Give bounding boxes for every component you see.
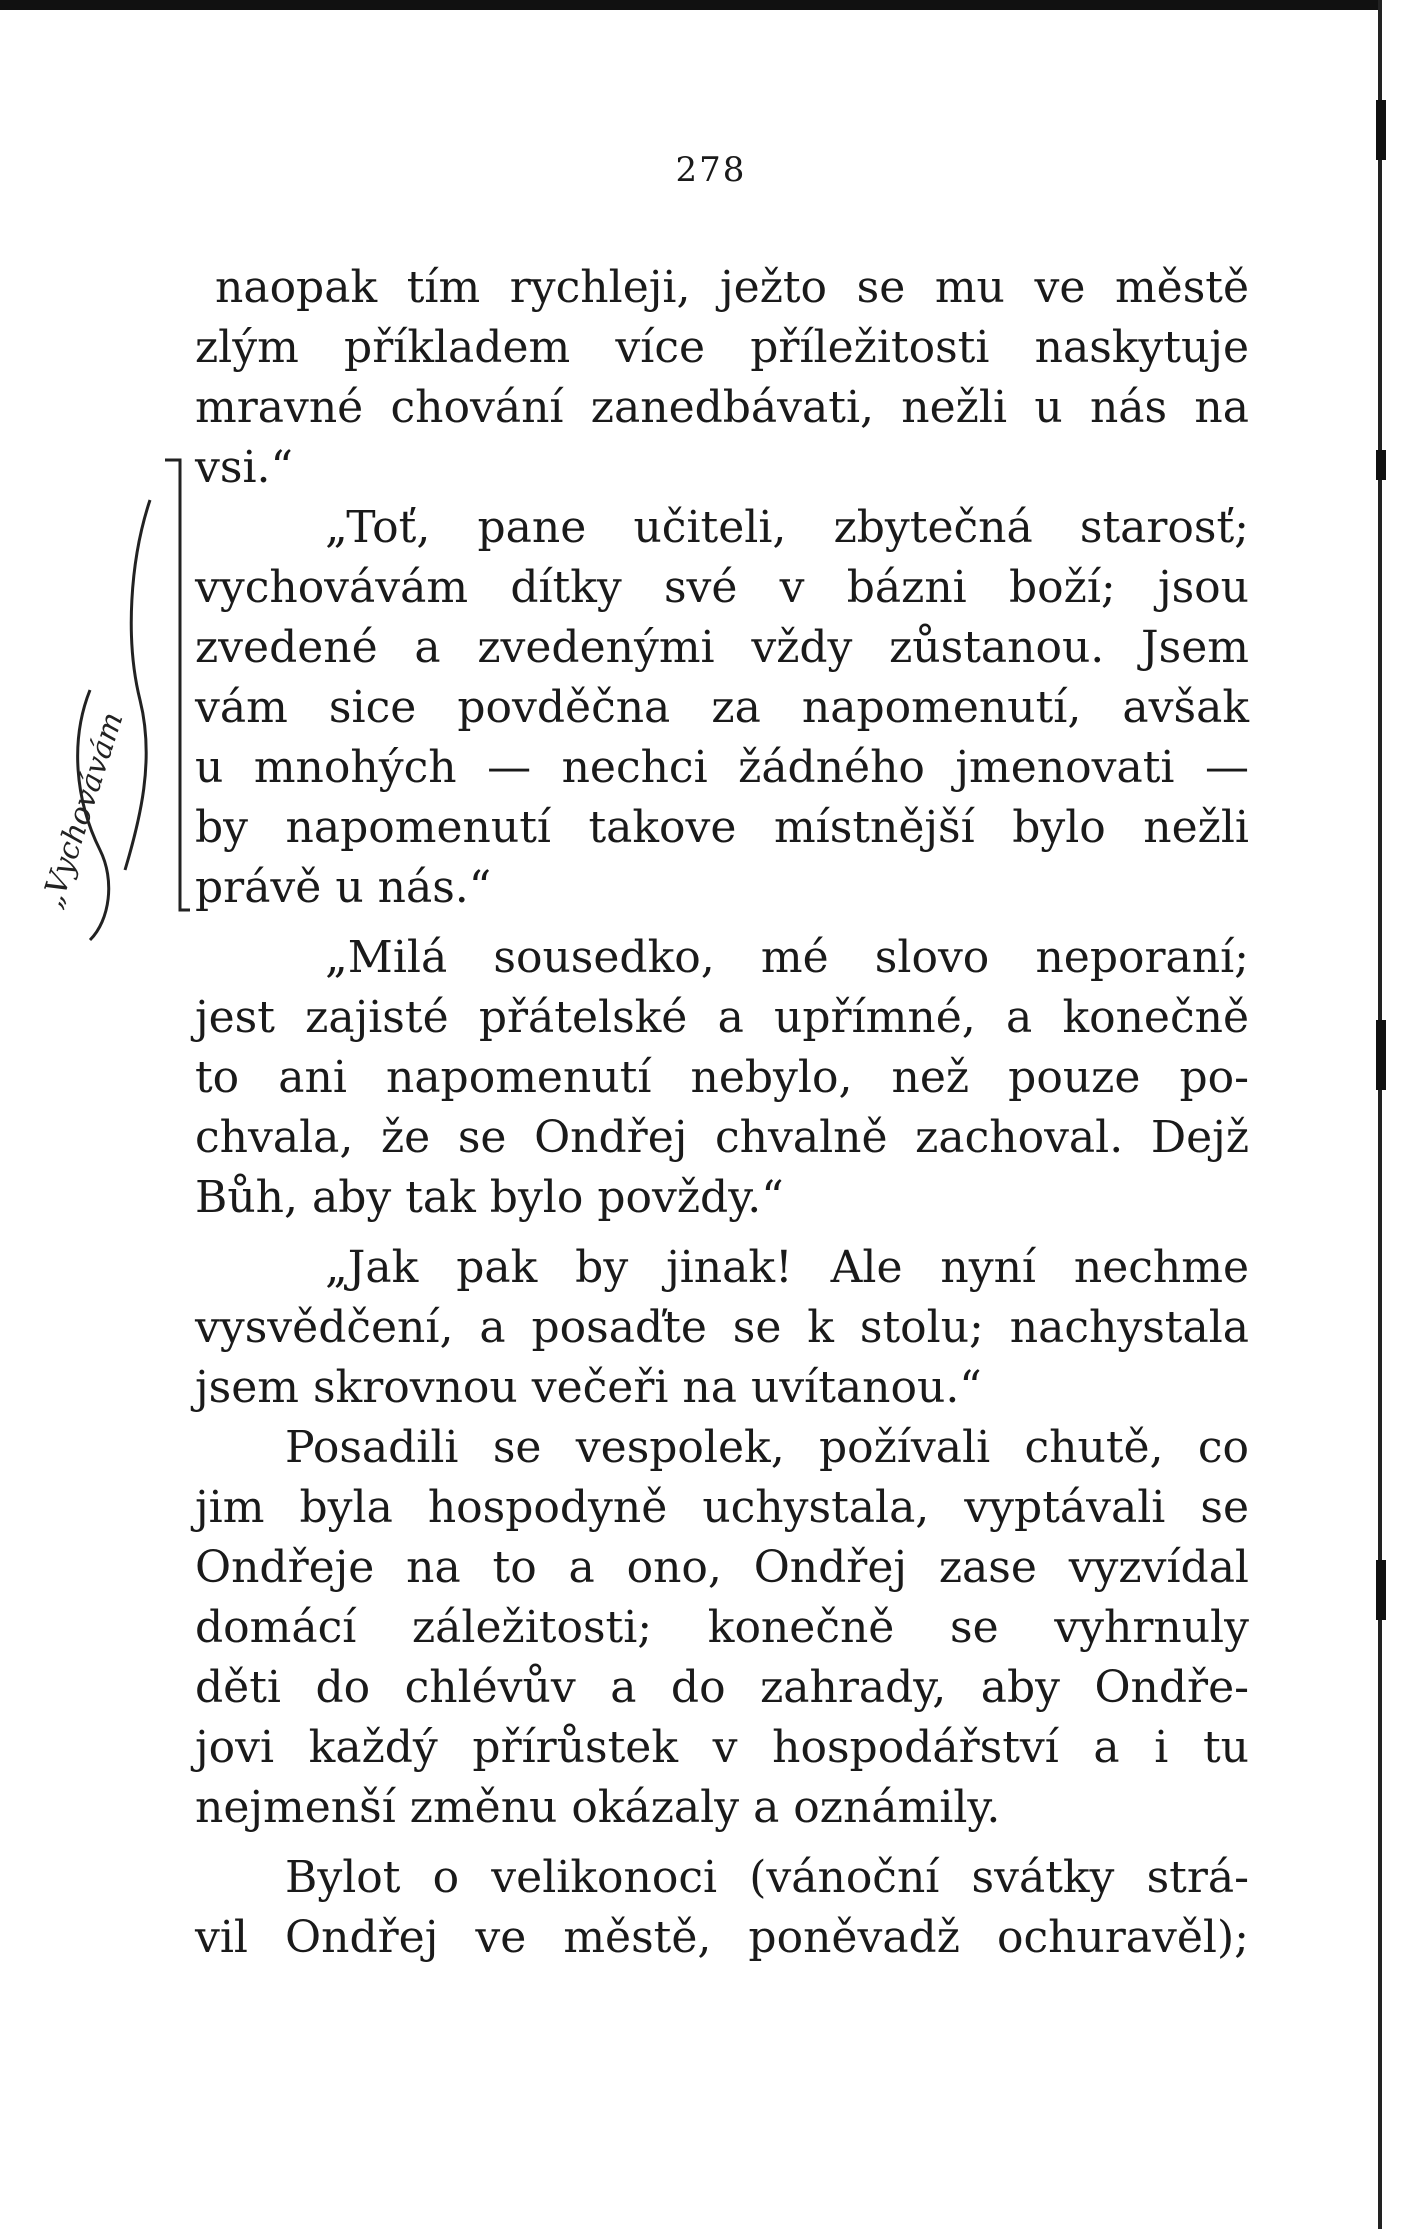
page-edge-right: [1378, 0, 1422, 2229]
text-line: u mnohých — nechci žádného jmenovati —: [195, 742, 1249, 793]
text-line: by napomenutí takove místnější bylo nežli: [195, 802, 1249, 853]
text-line: zvedené a zvedenými vždy zůstanou. Jsem: [195, 622, 1249, 673]
text-line: vysvědčení, a posaďte se k stolu; nachystala: [195, 1302, 1249, 1353]
text-line: zlým příkladem více příležitosti naskytuje: [195, 322, 1249, 373]
text-line: vám sice povděčna za napomenutí, avšak: [195, 682, 1249, 733]
text-line: jovi každý přírůstek v hospodářství a i tu: [195, 1722, 1249, 1773]
text-line: „Jak pak by jinak! Ale nyní nechme: [325, 1242, 1249, 1293]
edge-mark: [1376, 1020, 1386, 1090]
text-line: jim byla hospodyně uchystala, vyptávali se: [195, 1482, 1249, 1533]
text-line: jest zajisté přátelské a upřímné, a konečně: [195, 992, 1249, 1043]
text-line: děti do chlévův a do zahrady, aby Ondře-: [195, 1662, 1249, 1713]
text-line: nejmenší změnu okázaly a oznámily.: [195, 1782, 1001, 1833]
page-number: 278: [675, 150, 747, 190]
text-line: jsem skrovnou večeři na uvítanou.“: [195, 1362, 982, 1413]
text-line: Bůh, aby tak bylo povždy.“: [195, 1172, 784, 1223]
margin-note-text: „Vychovávám: [34, 708, 131, 913]
text-line: „Milá sousedko, mé slovo neporaní;: [325, 932, 1249, 983]
text-line: Ondřeje na to a ono, Ondřej zase vyzvídal: [195, 1542, 1249, 1593]
text-line: Posadili se vespolek, požívali chutě, co: [285, 1422, 1249, 1473]
text-line: mravné chování zanedbávati, nežli u nás na: [195, 382, 1249, 433]
text-line: právě u nás.“: [195, 862, 492, 913]
text-line: vil Ondřej ve městě, poněvadž ochuravěl);: [195, 1912, 1249, 1963]
text-line: domácí záležitosti; konečně se vyhrnuly: [195, 1602, 1249, 1653]
text-line: vychovávám dítky své v bázni boží; jsou: [195, 562, 1249, 613]
page-edge-top: [0, 0, 1422, 10]
text-line: naopak tím rychleji, ježto se mu ve městě: [215, 262, 1249, 313]
text-line: chvala, že se Ondřej chvalně zachoval. Dejž: [195, 1112, 1249, 1163]
edge-mark: [1376, 1560, 1386, 1620]
text-line: „Toť, pane učiteli, zbytečná starosť;: [325, 502, 1249, 553]
text-line: to ani napomenutí nebylo, než pouze po-: [195, 1052, 1249, 1103]
text-line: Bylot o velikonoci (vánoční svátky strá-: [285, 1852, 1249, 1903]
edge-mark: [1376, 450, 1386, 480]
text-line: vsi.“: [195, 442, 293, 493]
handwritten-margin-note: [30, 440, 190, 960]
